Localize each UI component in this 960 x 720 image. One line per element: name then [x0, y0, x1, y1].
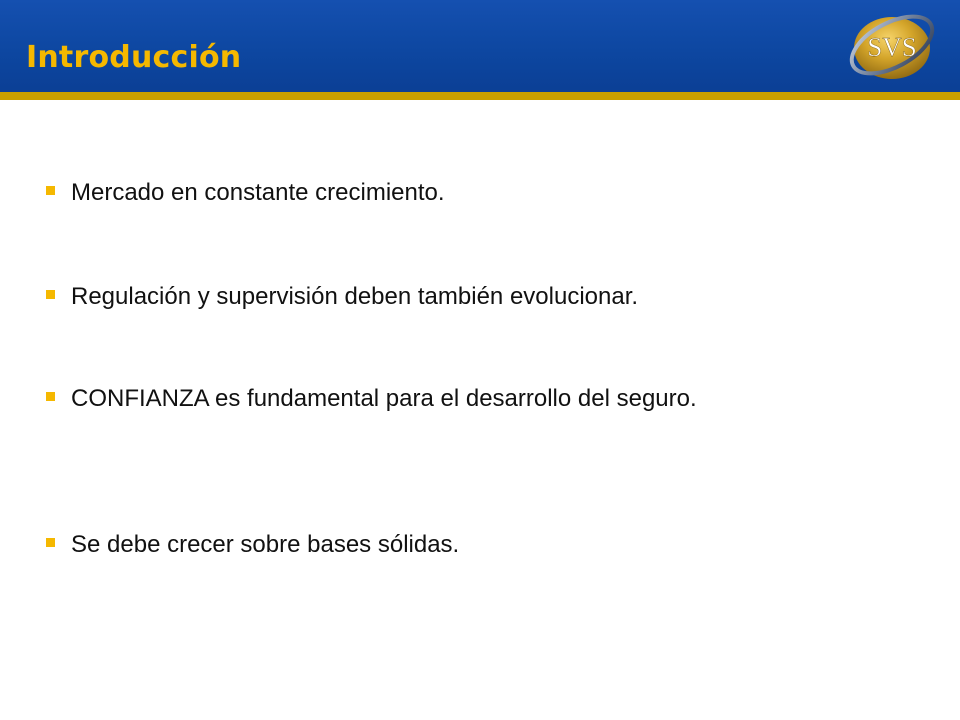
square-bullet-icon — [46, 392, 55, 401]
square-bullet-icon — [46, 538, 55, 547]
square-bullet-icon — [46, 186, 55, 195]
svs-logo — [846, 4, 942, 84]
logo-letters: SVS — [867, 32, 917, 62]
bullet-text: Regulación y supervisión deben también evolucionar. — [71, 283, 639, 310]
bullet-text: Mercado en constante crecimiento. — [71, 179, 445, 206]
bullet-text: CONFIANZA es fundamental para el desarrollo del seguro. — [71, 385, 697, 412]
bullet-item — [46, 178, 902, 208]
bullet-item — [46, 530, 902, 560]
slide-title: Introducción — [26, 40, 242, 75]
bullet-item — [46, 282, 902, 312]
square-bullet-icon — [46, 290, 55, 299]
bullet-item — [46, 384, 902, 414]
bullet-text: Se debe crecer sobre bases sólidas. — [71, 531, 460, 558]
header-rule — [0, 92, 960, 100]
